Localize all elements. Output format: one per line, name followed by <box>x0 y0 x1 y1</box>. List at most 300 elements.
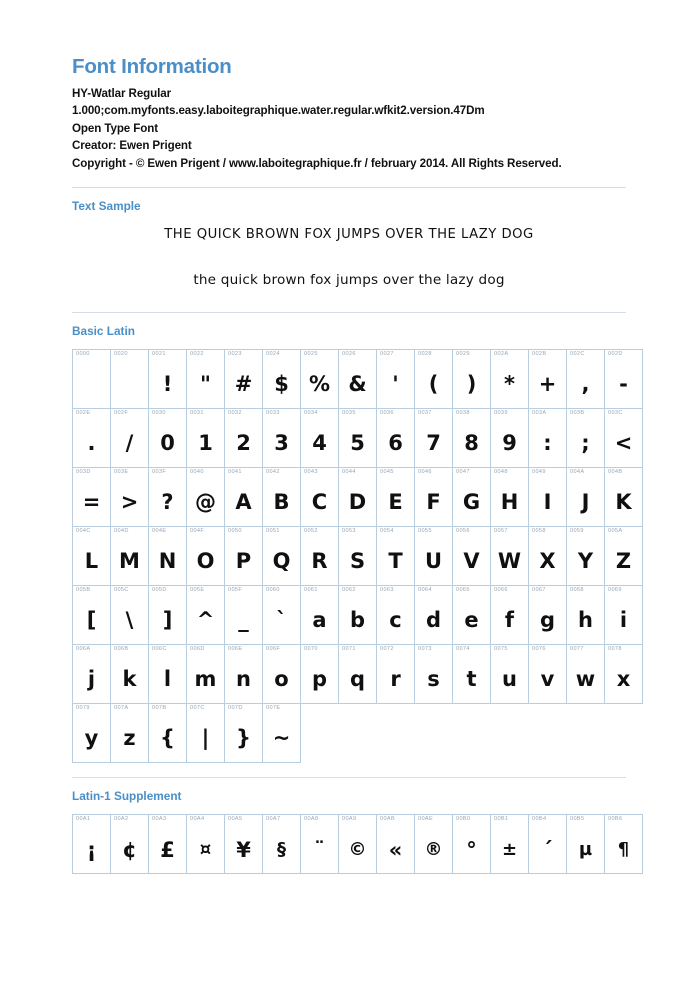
glyph-cell[interactable] <box>339 585 377 644</box>
glyph-cell[interactable] <box>415 467 453 526</box>
glyph-codepoint-label: 007A <box>114 704 129 711</box>
glyph-codepoint-label: 0060 <box>266 586 280 593</box>
glyph-codepoint-label: 006F <box>266 645 281 652</box>
glyph-codepoint-label: 0076 <box>532 645 546 652</box>
font-metadata-list <box>72 85 626 173</box>
glyph-cell[interactable] <box>111 467 149 526</box>
glyph-row <box>73 703 643 762</box>
glyph-cell[interactable] <box>453 815 491 874</box>
glyph-codepoint-label: 0043 <box>304 468 318 475</box>
glyph-cell-empty <box>301 703 339 762</box>
glyph-character: © <box>348 839 367 861</box>
glyph-cell[interactable] <box>377 644 415 703</box>
glyph-codepoint-label: 0055 <box>418 527 432 534</box>
glyph-cell[interactable] <box>225 408 263 467</box>
glyph-cell[interactable] <box>529 585 567 644</box>
glyph-character: 7 <box>426 431 441 456</box>
glyph-codepoint-label: 0041 <box>228 468 242 475</box>
glyph-cell[interactable] <box>187 349 225 408</box>
glyph-cell[interactable] <box>301 815 339 874</box>
glyph-codepoint-label: 0069 <box>608 586 622 593</box>
glyph-cell[interactable] <box>605 408 643 467</box>
glyph-character: > <box>120 490 139 515</box>
glyph-cell[interactable] <box>187 408 225 467</box>
glyph-character: # <box>234 372 253 397</box>
glyph-character: £ <box>160 837 175 862</box>
glyph-codepoint-label: 007B <box>152 704 167 711</box>
glyph-codepoint-label: 0042 <box>266 468 280 475</box>
section-text-sample <box>72 187 626 298</box>
glyph-cell[interactable] <box>453 644 491 703</box>
glyph-cell[interactable] <box>529 408 567 467</box>
glyph-codepoint-label: 0053 <box>342 527 356 534</box>
glyph-codepoint-label: 0044 <box>342 468 356 475</box>
glyph-codepoint-label: 0038 <box>456 409 470 416</box>
glyph-cell[interactable] <box>149 585 187 644</box>
glyph-codepoint-label: 0035 <box>342 409 356 416</box>
glyph-character: 6 <box>388 431 403 456</box>
glyph-row <box>73 815 643 874</box>
glyph-cell[interactable] <box>453 408 491 467</box>
glyph-character: \ <box>125 608 134 633</box>
glyph-character: ~ <box>272 726 291 751</box>
glyph-character: 3 <box>274 431 289 456</box>
glyph-cell[interactable] <box>187 644 225 703</box>
glyph-cell[interactable] <box>415 815 453 874</box>
section-title-text-sample: Text Sample <box>72 198 141 213</box>
glyph-character: k <box>122 667 137 692</box>
glyph-cell[interactable] <box>111 585 149 644</box>
glyph-character: ] <box>162 608 173 633</box>
glyph-cell[interactable] <box>605 585 643 644</box>
glyph-cell[interactable] <box>605 349 643 408</box>
glyph-character: s <box>427 667 440 692</box>
glyph-character: c <box>389 608 402 633</box>
glyph-character: y <box>84 726 99 751</box>
glyph-codepoint-label: 0023 <box>228 350 242 357</box>
glyph-character: d <box>425 608 442 633</box>
glyph-cell[interactable] <box>491 349 529 408</box>
glyph-codepoint-label: 0036 <box>380 409 394 416</box>
glyph-codepoint-label: 0032 <box>228 409 242 416</box>
glyph-character <box>73 364 110 406</box>
glyph-cell[interactable] <box>339 349 377 408</box>
glyph-cell[interactable] <box>263 815 301 874</box>
glyph-codepoint-label: 006D <box>190 645 205 652</box>
glyph-character: ¢ <box>122 837 137 862</box>
glyph-codepoint-label: 0052 <box>304 527 318 534</box>
glyph-cell[interactable] <box>263 585 301 644</box>
glyph-character: $ <box>274 372 289 397</box>
glyph-cell[interactable] <box>263 703 301 762</box>
glyph-character: 4 <box>312 431 327 456</box>
glyph-cell[interactable] <box>529 349 567 408</box>
glyph-codepoint-label: 005F <box>228 586 243 593</box>
glyph-cell[interactable] <box>301 467 339 526</box>
glyph-codepoint-label: 007C <box>190 704 205 711</box>
section-divider <box>72 187 626 188</box>
glyph-codepoint-label: 004F <box>190 527 205 534</box>
glyph-cell[interactable] <box>567 467 605 526</box>
glyph-character: { <box>160 726 175 751</box>
glyph-cell[interactable] <box>263 408 301 467</box>
glyph-codepoint-label: 0054 <box>380 527 394 534</box>
glyph-cell[interactable] <box>225 526 263 585</box>
glyph-character: ! <box>162 372 173 397</box>
glyph-cell[interactable] <box>73 467 111 526</box>
glyph-cell[interactable] <box>149 467 187 526</box>
glyph-cell[interactable] <box>529 526 567 585</box>
glyph-cell[interactable] <box>567 349 605 408</box>
glyph-cell[interactable] <box>73 585 111 644</box>
glyph-character: x <box>616 667 631 692</box>
glyph-cell[interactable] <box>415 526 453 585</box>
glyph-codepoint-label: 006B <box>114 645 129 652</box>
glyph-cell[interactable] <box>301 408 339 467</box>
glyph-codepoint-label: 0067 <box>532 586 546 593</box>
glyph-cell[interactable] <box>263 644 301 703</box>
glyph-cell-empty <box>529 703 567 762</box>
glyph-character: M <box>119 549 140 574</box>
glyph-character: o <box>274 667 289 692</box>
glyph-character: F <box>426 490 441 515</box>
glyph-codepoint-label: 004A <box>570 468 585 475</box>
glyph-codepoint-label: 00A4 <box>190 816 205 823</box>
glyph-cell[interactable] <box>491 467 529 526</box>
glyph-cell[interactable] <box>301 585 339 644</box>
glyph-cell[interactable] <box>605 526 643 585</box>
glyph-codepoint-label: 003C <box>608 409 623 416</box>
glyph-cell[interactable] <box>491 408 529 467</box>
page-title: Font Information <box>72 55 232 78</box>
glyph-character: ® <box>424 839 443 861</box>
glyph-cell[interactable] <box>567 585 605 644</box>
glyph-grid-basic-latin <box>72 349 643 763</box>
glyph-character: A <box>235 490 252 515</box>
glyph-cell[interactable] <box>111 644 149 703</box>
glyph-cell[interactable] <box>187 703 225 762</box>
text-sample-preview <box>72 213 626 298</box>
glyph-row <box>73 349 643 408</box>
glyph-cell[interactable] <box>529 815 567 874</box>
glyph-cell[interactable] <box>491 526 529 585</box>
glyph-codepoint-label: 0028 <box>418 350 432 357</box>
glyph-character: % <box>308 372 331 397</box>
glyph-cell[interactable] <box>225 585 263 644</box>
glyph-cell[interactable] <box>529 644 567 703</box>
glyph-character: l <box>163 667 172 692</box>
glyph-character: p <box>311 667 328 692</box>
glyph-character: m <box>194 667 217 692</box>
glyph-cell[interactable] <box>301 526 339 585</box>
glyph-character: R <box>311 549 328 574</box>
glyph-character: G <box>462 490 481 515</box>
glyph-codepoint-label: 002A <box>494 350 509 357</box>
glyph-codepoint-label: 0065 <box>456 586 470 593</box>
glyph-codepoint-label: 0079 <box>76 704 90 711</box>
glyph-codepoint-label: 0025 <box>304 350 318 357</box>
glyph-character: ( <box>428 372 439 397</box>
glyph-character: - <box>619 372 628 397</box>
glyph-character: O <box>196 549 215 574</box>
glyph-codepoint-label: 003F <box>152 468 167 475</box>
glyph-character: q <box>349 667 366 692</box>
glyph-codepoint-label: 0061 <box>304 586 318 593</box>
glyph-codepoint-label: 005D <box>152 586 167 593</box>
section-title-latin1-supplement: Latin-1 Supplement <box>72 788 182 803</box>
glyph-codepoint-label: 0037 <box>418 409 432 416</box>
glyph-cell[interactable] <box>111 703 149 762</box>
glyph-character: § <box>277 839 286 861</box>
glyph-character: t <box>466 667 477 692</box>
glyph-character: ' <box>392 372 399 397</box>
glyph-cell[interactable] <box>187 467 225 526</box>
glyph-codepoint-label: 0066 <box>494 586 508 593</box>
glyph-cell[interactable] <box>73 644 111 703</box>
glyph-codepoint-label: 0056 <box>456 527 470 534</box>
glyph-character: ? <box>161 490 174 515</box>
glyph-character: + <box>538 372 557 397</box>
glyph-character: ´ <box>542 837 553 862</box>
glyph-codepoint-label: 0049 <box>532 468 546 475</box>
glyph-character: W <box>497 549 522 574</box>
glyph-cell[interactable] <box>263 467 301 526</box>
glyph-character: u <box>502 667 517 692</box>
glyph-codepoint-label: 0068 <box>570 586 584 593</box>
glyph-character: ¥ <box>236 837 251 862</box>
glyph-codepoint-label: 00B0 <box>456 816 471 823</box>
glyph-cell[interactable] <box>453 349 491 408</box>
glyph-character: f <box>504 608 515 633</box>
glyph-character: S <box>349 549 366 574</box>
glyph-cell[interactable] <box>339 467 377 526</box>
glyph-character: e <box>464 608 479 633</box>
glyph-cell[interactable] <box>187 585 225 644</box>
glyph-cell[interactable] <box>149 644 187 703</box>
glyph-codepoint-label: 003D <box>76 468 91 475</box>
glyph-character: P <box>235 549 252 574</box>
glyph-cell[interactable] <box>149 349 187 408</box>
glyph-codepoint-label: 005A <box>608 527 623 534</box>
glyph-cell[interactable] <box>453 526 491 585</box>
glyph-character: E <box>388 490 403 515</box>
glyph-character: i <box>619 608 628 633</box>
glyph-codepoint-label: 006A <box>76 645 91 652</box>
glyph-character: ¨ <box>314 837 325 862</box>
glyph-cell[interactable] <box>187 526 225 585</box>
glyph-codepoint-label: 0031 <box>190 409 204 416</box>
glyph-codepoint-label: 00B6 <box>608 816 623 823</box>
glyph-cell[interactable] <box>491 644 529 703</box>
glyph-codepoint-label: 00A5 <box>228 816 243 823</box>
glyph-cell[interactable] <box>491 815 529 874</box>
glyph-codepoint-label: 00A8 <box>304 816 319 823</box>
glyph-cell[interactable] <box>339 815 377 874</box>
glyph-codepoint-label: 0071 <box>342 645 356 652</box>
glyph-codepoint-label: 00A9 <box>342 816 357 823</box>
glyph-cell[interactable] <box>605 467 643 526</box>
glyph-cell[interactable] <box>377 467 415 526</box>
glyph-character: & <box>348 372 367 397</box>
glyph-character: . <box>87 431 96 456</box>
glyph-codepoint-label: 0075 <box>494 645 508 652</box>
glyph-character: z <box>123 726 136 751</box>
glyph-cell[interactable] <box>73 349 111 408</box>
glyph-cell[interactable] <box>111 349 149 408</box>
glyph-codepoint-label: 00B4 <box>532 816 547 823</box>
glyph-character: 0 <box>160 431 175 456</box>
glyph-codepoint-label: 00B5 <box>570 816 585 823</box>
glyph-cell[interactable] <box>339 408 377 467</box>
glyph-character: | <box>201 726 210 751</box>
glyph-character: V <box>463 549 480 574</box>
glyph-cell[interactable] <box>263 349 301 408</box>
glyph-cell[interactable] <box>529 467 567 526</box>
glyph-cell[interactable] <box>491 585 529 644</box>
glyph-cell-empty <box>453 703 491 762</box>
glyph-codepoint-label: 0021 <box>152 350 166 357</box>
glyph-character: H <box>500 490 519 515</box>
glyph-cell[interactable] <box>225 349 263 408</box>
glyph-character: [ <box>86 608 97 633</box>
glyph-character: b <box>349 608 366 633</box>
glyph-cell[interactable] <box>567 526 605 585</box>
metadata-creator: Creator: Ewen Prigent <box>72 139 192 153</box>
glyph-cell[interactable] <box>415 408 453 467</box>
glyph-cell[interactable] <box>149 408 187 467</box>
glyph-cell[interactable] <box>301 349 339 408</box>
glyph-cell[interactable] <box>567 815 605 874</box>
glyph-character: / <box>125 431 134 456</box>
glyph-cell[interactable] <box>225 815 263 874</box>
glyph-cell[interactable] <box>225 703 263 762</box>
glyph-codepoint-label: 0050 <box>228 527 242 534</box>
glyph-codepoint-label: 0034 <box>304 409 318 416</box>
glyph-cell[interactable] <box>567 408 605 467</box>
glyph-character: ; <box>581 431 590 456</box>
glyph-character: I <box>543 490 552 515</box>
glyph-character: Q <box>272 549 291 574</box>
glyph-codepoint-label: 002D <box>608 350 623 357</box>
glyph-cell[interactable] <box>605 815 643 874</box>
glyph-character: ) <box>466 372 477 397</box>
glyph-cell[interactable] <box>111 815 149 874</box>
glyph-codepoint-label: 0074 <box>456 645 470 652</box>
glyph-cell[interactable] <box>225 644 263 703</box>
glyph-cell[interactable] <box>377 526 415 585</box>
metadata-version-string: 1.000;com.myfonts.easy.laboitegraphique.water.regular.wfkit2.version.47Dm <box>72 104 485 118</box>
glyph-codepoint-label: 0072 <box>380 645 394 652</box>
glyph-codepoint-label: 004E <box>152 527 167 534</box>
glyph-codepoint-label: 00AE <box>418 816 434 823</box>
glyph-cell[interactable] <box>605 644 643 703</box>
glyph-cell[interactable] <box>149 703 187 762</box>
glyph-codepoint-label: 0062 <box>342 586 356 593</box>
glyph-codepoint-label: 00A3 <box>152 816 167 823</box>
glyph-codepoint-label: 006E <box>228 645 243 652</box>
glyph-codepoint-label: 0064 <box>418 586 432 593</box>
glyph-cell[interactable] <box>339 644 377 703</box>
glyph-cell[interactable] <box>263 526 301 585</box>
page-content <box>72 55 633 874</box>
glyph-character: T <box>388 549 403 574</box>
glyph-codepoint-label: 006C <box>152 645 167 652</box>
glyph-cell[interactable] <box>415 349 453 408</box>
glyph-character: µ <box>578 839 593 861</box>
glyph-cell[interactable] <box>73 815 111 874</box>
glyph-cell-empty <box>377 703 415 762</box>
glyph-cell[interactable] <box>339 526 377 585</box>
glyph-cell-empty <box>339 703 377 762</box>
glyph-cell[interactable] <box>453 585 491 644</box>
glyph-codepoint-label: 0047 <box>456 468 470 475</box>
glyph-codepoint-label: 005C <box>114 586 129 593</box>
glyph-cell-empty <box>605 703 643 762</box>
glyph-codepoint-label: 00A2 <box>114 816 129 823</box>
glyph-cell[interactable] <box>377 815 415 874</box>
glyph-codepoint-label: 0020 <box>114 350 128 357</box>
glyph-codepoint-label: 005E <box>190 586 205 593</box>
glyph-character: D <box>348 490 367 515</box>
glyph-codepoint-label: 002F <box>114 409 129 416</box>
glyph-cell[interactable] <box>187 815 225 874</box>
glyph-cell[interactable] <box>567 644 605 703</box>
glyph-character: = <box>82 490 101 515</box>
glyph-codepoint-label: 0033 <box>266 409 280 416</box>
glyph-grid-latin1-supplement <box>72 814 643 874</box>
glyph-character: < <box>614 431 633 456</box>
glyph-codepoint-label: 00AB <box>380 816 396 823</box>
glyph-character: J <box>581 490 590 515</box>
glyph-codepoint-label: 0063 <box>380 586 394 593</box>
glyph-cell[interactable] <box>415 585 453 644</box>
metadata-font-name: HY-Watlar Regular <box>72 86 172 100</box>
glyph-cell[interactable] <box>73 408 111 467</box>
glyph-cell[interactable] <box>111 408 149 467</box>
glyph-codepoint-label: 0059 <box>570 527 584 534</box>
glyph-cell[interactable] <box>73 526 111 585</box>
glyph-codepoint-label: 0027 <box>380 350 394 357</box>
glyph-cell[interactable] <box>301 644 339 703</box>
glyph-codepoint-label: 0022 <box>190 350 204 357</box>
glyph-character: * <box>504 372 515 397</box>
glyph-character: 8 <box>464 431 479 456</box>
glyph-cell[interactable] <box>453 467 491 526</box>
glyph-cell[interactable] <box>111 526 149 585</box>
glyph-character: K <box>615 490 632 515</box>
glyph-codepoint-label: 0077 <box>570 645 584 652</box>
glyph-cell[interactable] <box>415 644 453 703</box>
glyph-codepoint-label: 002B <box>532 350 547 357</box>
glyph-codepoint-label: 0070 <box>304 645 318 652</box>
glyph-cell[interactable] <box>225 467 263 526</box>
glyph-grid-body <box>73 349 643 762</box>
glyph-character: Z <box>615 549 632 574</box>
glyph-codepoint-label: 0040 <box>190 468 204 475</box>
glyph-character: j <box>87 667 96 692</box>
glyph-character: N <box>158 549 177 574</box>
glyph-cell[interactable] <box>377 408 415 467</box>
glyph-cell[interactable] <box>149 526 187 585</box>
glyph-character: 9 <box>502 431 517 456</box>
glyph-cell[interactable] <box>73 703 111 762</box>
glyph-codepoint-label: 0029 <box>456 350 470 357</box>
glyph-character: Y <box>577 549 594 574</box>
glyph-cell[interactable] <box>377 349 415 408</box>
glyph-codepoint-label: 005B <box>76 586 91 593</box>
glyph-cell[interactable] <box>377 585 415 644</box>
glyph-cell[interactable] <box>149 815 187 874</box>
